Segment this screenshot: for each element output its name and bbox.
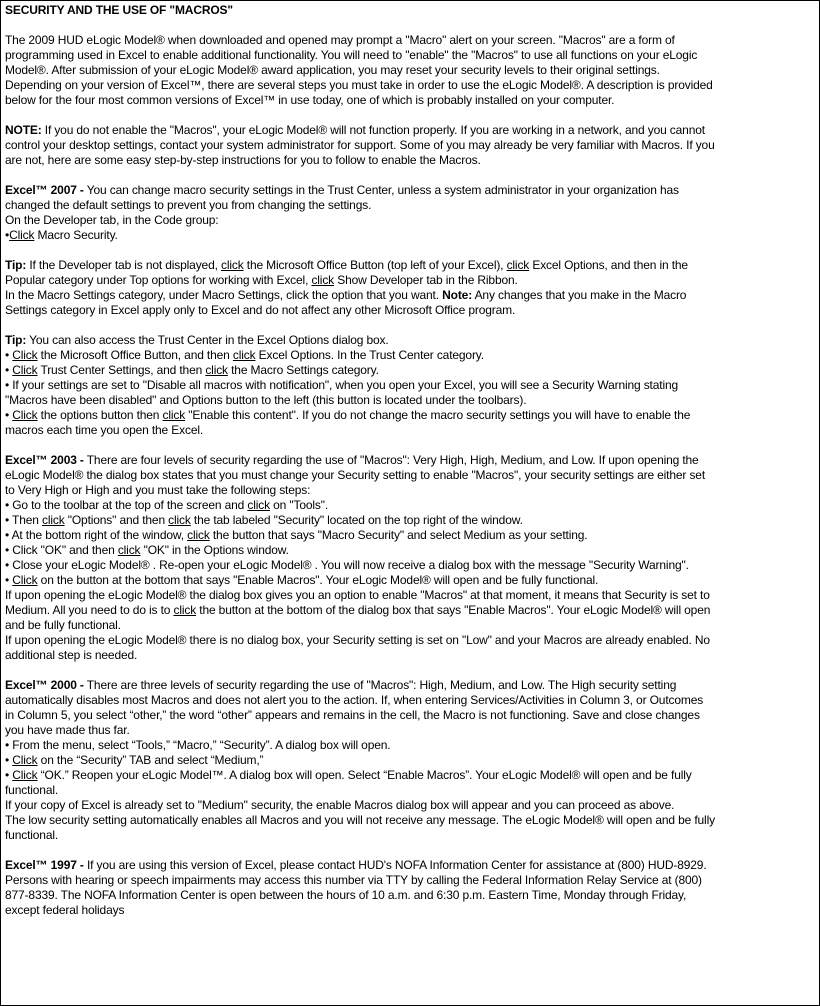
text-span: • <box>5 348 13 362</box>
click-link[interactable]: Click <box>12 363 38 377</box>
text-span: • <box>5 768 13 782</box>
text-span: below for the four most common versions of Excel™ in use today, one of which is probably installed on your computer. <box>5 93 615 107</box>
text-span: on "Tools". <box>269 498 329 512</box>
text-span: the button at the bottom of the dialog box that says "Enable Macros". Your eLogic Model® will open <box>196 603 711 617</box>
text-line <box>5 63 819 78</box>
text-span: in Column 5, you select “other,” the word “other” appears and remains in the cell, the Macro is not functioning. Save and close changes <box>5 708 700 722</box>
blank-line <box>5 243 819 258</box>
text-span: There are four levels of security regarding the use of "Macros": Very High, High, Medium, and Low. If upon opening the <box>83 453 699 467</box>
text-span: 877-8339. The NOFA Information Center is open between the hours of 10 a.m. and 6:30 p.m. Eastern Time, Monday through Friday, <box>5 888 687 902</box>
text-span: Excel Options, and then in the <box>529 258 688 272</box>
text-line <box>5 783 819 798</box>
text-line <box>5 753 819 768</box>
text-line <box>5 873 819 888</box>
text-line <box>5 93 819 108</box>
text-line <box>5 288 819 303</box>
text-line <box>5 258 819 273</box>
text-span: eLogic Model® the dialog box states that you must change your Security setting to enable "Macros", your security settings are either set <box>5 468 706 482</box>
text-span: There are three levels of security regarding the use of "Macros": High, Medium, and Low. The High security setting <box>83 678 677 692</box>
click-link[interactable]: click <box>311 273 335 287</box>
click-link[interactable]: click <box>232 348 256 362</box>
text-span: • If your settings are set to "Disable all macros with notification", when you open your Excel, you will see a Security Warning stating <box>5 378 679 392</box>
click-link[interactable]: click <box>173 603 197 617</box>
click-link[interactable]: Click <box>12 348 38 362</box>
text-span: If you do not enable the "Macros", your eLogic Model® will not function properly. If you are working in a network, and you cannot <box>41 123 705 137</box>
text-line <box>5 138 819 153</box>
text-span: the tab labeled "Security" located on the top right of the window. <box>190 513 523 527</box>
click-link[interactable]: click <box>162 408 186 422</box>
text-span: Model®. After submission of your eLogic Model® award application, you may reset your security levels to their original settings. <box>5 63 660 77</box>
bold-label: Excel™ 2003 - <box>5 453 84 467</box>
text-line <box>5 888 819 903</box>
click-link[interactable]: click <box>220 258 244 272</box>
text-span: Macro Security. <box>34 228 118 242</box>
click-link[interactable]: Click <box>9 228 35 242</box>
bold-label: Tip: <box>5 333 27 347</box>
text-span: • <box>5 363 13 377</box>
text-span: you have made thus far. <box>5 723 130 737</box>
bold-label: Tip: <box>5 258 27 272</box>
text-line <box>5 813 819 828</box>
text-line <box>5 768 819 783</box>
text-line <box>5 798 819 813</box>
text-line <box>5 483 819 498</box>
text-span: On the Developer tab, in the Code group: <box>5 213 219 227</box>
bold-label: Excel™ 1997 - <box>5 858 84 872</box>
click-link[interactable]: click <box>168 513 191 527</box>
text-span: • Go to the toolbar at the top of the screen and <box>5 498 248 512</box>
text-line <box>5 228 819 243</box>
text-line <box>5 633 819 648</box>
text-line <box>5 468 819 483</box>
text-span: If upon opening the eLogic Model® the dialog box gives you an option to enable "Macros" at that moment, it means that Security is set to <box>5 588 710 602</box>
blank-line <box>5 843 819 858</box>
document-title <box>5 3 819 18</box>
text-line <box>5 828 819 843</box>
click-link[interactable]: Click <box>12 408 38 422</box>
text-line <box>5 648 819 663</box>
text-span: automatically disables most Macros and does not alert you to the action. If, when entering Services/Activities in Column 3, or Outcomes <box>5 693 704 707</box>
text-span: Any changes that you make in the Macro <box>472 288 687 302</box>
bold-label: SECURITY AND THE USE OF "MACROS" <box>5 3 233 17</box>
text-span: The low security setting automatically enables all Macros and you will not receive any message. The eLogic Model® will open and be fully <box>5 813 715 827</box>
text-span: "Options" and then <box>64 513 169 527</box>
text-span: If you are using this version of Excel, please contact HUD's NOFA Information Center for assistance at (800) HUD-8929. <box>83 858 707 872</box>
text-line <box>5 858 819 873</box>
text-span: except federal holidays <box>5 903 125 917</box>
text-span: • <box>5 573 13 587</box>
text-line <box>5 678 819 693</box>
text-span: "OK" in the Options window. <box>140 543 289 557</box>
blank-line <box>5 168 819 183</box>
text-line <box>5 153 819 168</box>
text-span: the Microsoft Office Button (top left of your Excel), <box>243 258 507 272</box>
text-span: • Click "OK" and then <box>5 543 118 557</box>
text-line <box>5 573 819 588</box>
text-span: In the Macro Settings category, under Macro Settings, click the option that you want. <box>5 288 443 302</box>
bold-label: Excel™ 2000 - <box>5 678 84 692</box>
text-span: changed the default settings to prevent you from changing the settings. <box>5 198 372 212</box>
text-span: Popular category under Top options for working with Excel, <box>5 273 312 287</box>
text-span: functional. <box>5 783 59 797</box>
text-line <box>5 363 819 378</box>
text-line <box>5 183 819 198</box>
text-span: • Close your eLogic Model® . Re-open your eLogic Model® . You will now receive a dialog box with the message "Security Warning". <box>5 558 689 572</box>
text-line <box>5 498 819 513</box>
text-span: • At the bottom right of the window, <box>5 528 188 542</box>
text-line <box>5 738 819 753</box>
click-link[interactable]: click <box>187 528 210 542</box>
bold-label: NOTE: <box>5 123 42 137</box>
text-line <box>5 393 819 408</box>
text-span: on the “Security” TAB and select “Medium,” <box>37 753 264 767</box>
text-line <box>5 453 819 468</box>
click-link[interactable]: Click <box>12 573 38 587</box>
text-span: You can also access the Trust Center in the Excel Options dialog box. <box>26 333 389 347</box>
text-line <box>5 903 819 918</box>
text-line <box>5 78 819 93</box>
text-line <box>5 708 819 723</box>
text-line <box>5 198 819 213</box>
text-line <box>5 618 819 633</box>
text-span: If the Developer tab is not displayed, <box>26 258 221 272</box>
text-span: on the button at the bottom that says "Enable Macros". Your eLogic Model® will open and be fully functional. <box>37 573 599 587</box>
blank-line <box>5 108 819 123</box>
bold-label: Note: <box>442 288 473 302</box>
text-span: • From the menu, select “Tools,” “Macro,” “Security”. A dialog box will open. <box>5 738 391 752</box>
text-span: and be fully functional. <box>5 618 121 632</box>
text-line <box>5 48 819 63</box>
text-span: You can change macro security settings in the Trust Center, unless a system administrator in your organization has <box>83 183 679 197</box>
text-line <box>5 543 819 558</box>
text-line <box>5 33 819 48</box>
text-line <box>5 348 819 363</box>
text-span: • <box>5 753 13 767</box>
text-span: are not, here are some easy step-by-step instructions for you to follow to enable the Macros. <box>5 153 481 167</box>
text-span: Show Developer tab in the Ribbon. <box>334 273 518 287</box>
text-span: to Very High or High and you must take the following steps: <box>5 483 311 497</box>
text-line <box>5 528 819 543</box>
click-link[interactable]: click <box>205 363 228 377</box>
blank-line <box>5 438 819 453</box>
text-span: • <box>5 408 13 422</box>
text-span: • <box>5 228 10 242</box>
text-line <box>5 303 819 318</box>
text-span: Persons with hearing or speech impairments may access this number via TTY by calling the Federal Information Relay Service at (800) <box>5 873 702 887</box>
blank-line <box>5 318 819 333</box>
click-link[interactable]: Click <box>12 768 38 782</box>
text-line <box>5 603 819 618</box>
text-span: the Macro Settings category. <box>227 363 379 377</box>
blank-line <box>5 663 819 678</box>
text-line <box>5 123 819 138</box>
text-span: functional. <box>5 828 59 842</box>
text-span: the Microsoft Office Button, and then <box>37 348 233 362</box>
text-span: Depending on your version of Excel™, there are several steps you must take in order to use the eLogic Model®. A description is provided <box>5 78 713 92</box>
text-span: additional step is needed. <box>5 648 138 662</box>
click-link[interactable]: click <box>247 498 270 512</box>
text-span: Medium. All you need to do is to <box>5 603 174 617</box>
click-link[interactable]: click <box>41 513 65 527</box>
text-line <box>5 723 819 738</box>
text-span: the options button then <box>37 408 163 422</box>
blank-line <box>5 18 819 33</box>
text-span: If your copy of Excel is already set to "Medium" security, the enable Macros dialog box will appear and you can proceed as above. <box>5 798 675 812</box>
click-link[interactable]: click <box>117 543 141 557</box>
text-span: “OK.” Reopen your eLogic Model™. A dialog box will open. Select “Enable Macros”. Your eLogic Model® will open and be fully <box>37 768 692 782</box>
text-span: "Macros have been disabled" and Options button to the left (this button is located under the toolbars). <box>5 393 527 407</box>
text-line <box>5 378 819 393</box>
click-link[interactable]: Click <box>12 753 38 767</box>
text-span: control your desktop settings, contact your system administrator for support. Some of you may already be very familiar with Macros. If you <box>5 138 715 152</box>
text-span: The 2009 HUD eLogic Model® when downloaded and opened may prompt a "Macro" alert on your screen. "Macros" are a form of <box>5 33 675 47</box>
text-line <box>5 273 819 288</box>
text-span: Excel Options. In the Trust Center category. <box>255 348 484 362</box>
text-line <box>5 693 819 708</box>
text-span: the button that says "Macro Security" and select Medium as your setting. <box>209 528 588 542</box>
text-line <box>5 588 819 603</box>
text-span: Settings category in Excel apply only to Excel and do not affect any other Microsoft Office program. <box>5 303 516 317</box>
text-span: If upon opening the eLogic Model® there is no dialog box, your Security setting is set on "Low" and your Macros are already enabled. No <box>5 633 710 647</box>
click-link[interactable]: click <box>506 258 530 272</box>
text-span: programming used in Excel to enable additional functionality. You will need to "enable" the "Macros" to use all functions on your eLogic <box>5 48 698 62</box>
text-line <box>5 423 819 438</box>
text-span: macros each time you open the Excel. <box>5 423 204 437</box>
text-line <box>5 408 819 423</box>
text-line <box>5 333 819 348</box>
text-line <box>5 513 819 528</box>
text-span: Trust Center Settings, and then <box>37 363 206 377</box>
text-line <box>5 213 819 228</box>
text-span: • Then <box>5 513 42 527</box>
text-span: "Enable this content". If you do not change the macro security settings you will have to enable the <box>185 408 691 422</box>
bold-label: Excel™ 2007 - <box>5 183 84 197</box>
text-line <box>5 558 819 573</box>
document-body <box>5 3 819 918</box>
